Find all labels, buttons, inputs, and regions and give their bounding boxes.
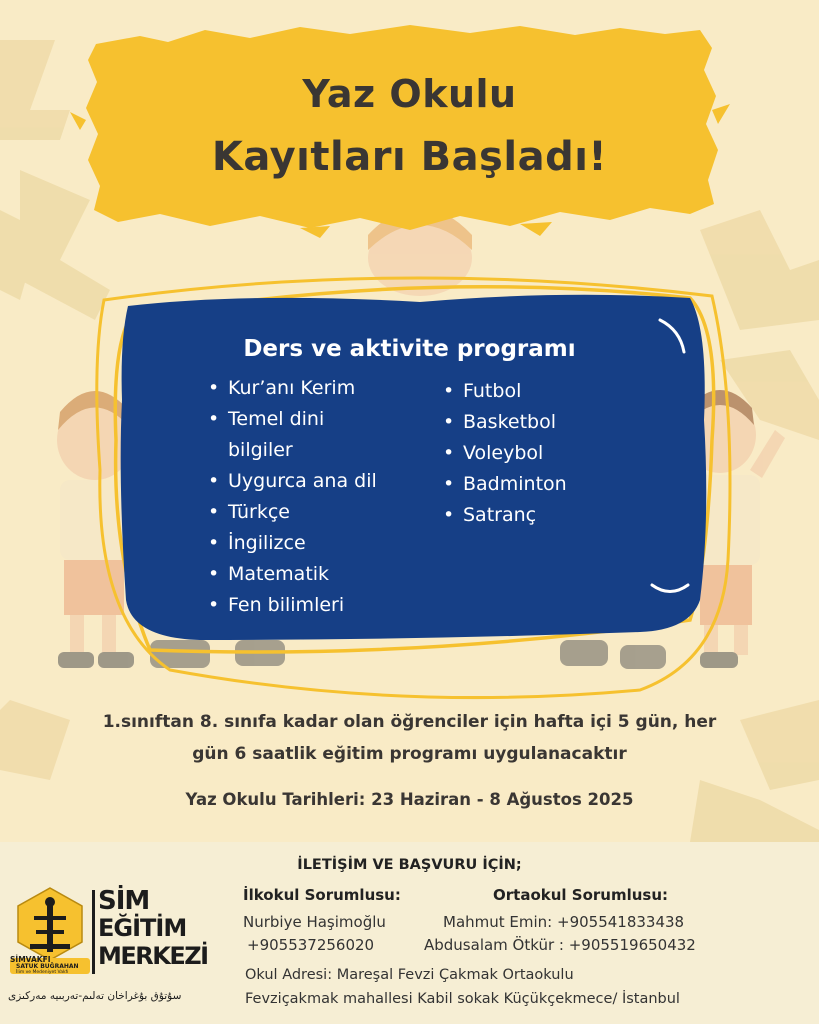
list-item: • Türkçe xyxy=(206,497,421,528)
list-item: • Kur’anı Kerim xyxy=(206,373,421,404)
list-item: • Matematik xyxy=(206,559,421,590)
primary-contact-phone: +905537256020 xyxy=(247,936,375,954)
list-item: • Basketbol xyxy=(441,407,641,438)
list-item: • Voleybol xyxy=(441,438,641,469)
logo-sim-vakfi: SİMVAKFI xyxy=(10,955,51,964)
title-line-2: Kayıtları Başladı! xyxy=(211,134,608,180)
title-line-1: Yaz Okulu xyxy=(302,72,517,116)
address-line-2: Fevziçakmak mahallesi Kabil sokak Küçükçekmece/ İstanbul xyxy=(245,991,680,1007)
list-item: bilgiler xyxy=(228,439,293,461)
program-description xyxy=(0,706,819,770)
list-item: • İngilizce xyxy=(206,528,421,559)
list-item: • Fen bilimleri xyxy=(206,590,421,621)
list-item: • Uygurca ana dil xyxy=(206,466,421,497)
middle-contact-2: Abdusalam Ötkür : +905519650432 xyxy=(424,936,696,954)
description-line-1: 1.sınıftan 8. sınıfa kadar olan öğrenciler için hafta içi 5 gün, her xyxy=(102,712,717,732)
list-item: • Satranç xyxy=(441,500,641,531)
logo-foundation-sub: İlim ve Medeniyet Vakfı xyxy=(16,970,69,975)
logo-line-egitim: EĞİTİM xyxy=(98,914,187,942)
list-item: • Badminton xyxy=(441,469,641,500)
description-line-2: gün 6 saatlik eğitim programı uygulanacaktır xyxy=(192,744,627,764)
primary-school-heading: İlkokul Sorumlusu: xyxy=(243,886,401,904)
lesson-list xyxy=(206,373,421,621)
address-line-1: Okul Adresi: Mareşal Fevzi Çakmak Ortaokulu xyxy=(245,967,574,983)
program-title: Ders ve aktivite programı xyxy=(243,336,576,362)
logo-foundation: SATUK BUĞRAHAN xyxy=(16,963,79,970)
logo-line-sim: SİM xyxy=(98,886,150,916)
logo-uyghur-text: سۇتۇق بۇغراخان تەلىم-تەربىيە مەركىزى xyxy=(8,990,182,1002)
contact-heading: İLETİŞİM VE BAŞVURU İÇİN; xyxy=(297,857,522,873)
middle-contact-1: Mahmut Emin: +905541833438 xyxy=(443,913,685,931)
title-brush-stroke xyxy=(0,0,819,260)
list-item: • Futbol xyxy=(441,376,641,407)
middle-school-heading: Ortaokul Sorumlusu: xyxy=(493,886,669,904)
logo-line-merkezi: MERKEZİ xyxy=(98,942,208,970)
list-item: • Temel dini xyxy=(206,404,421,435)
summer-school-dates: Yaz Okulu Tarihleri: 23 Haziran - 8 Ağustos 2025 xyxy=(185,790,634,809)
activity-list xyxy=(441,376,641,531)
primary-contact-name: Nurbiye Haşimoğlu xyxy=(243,913,386,931)
